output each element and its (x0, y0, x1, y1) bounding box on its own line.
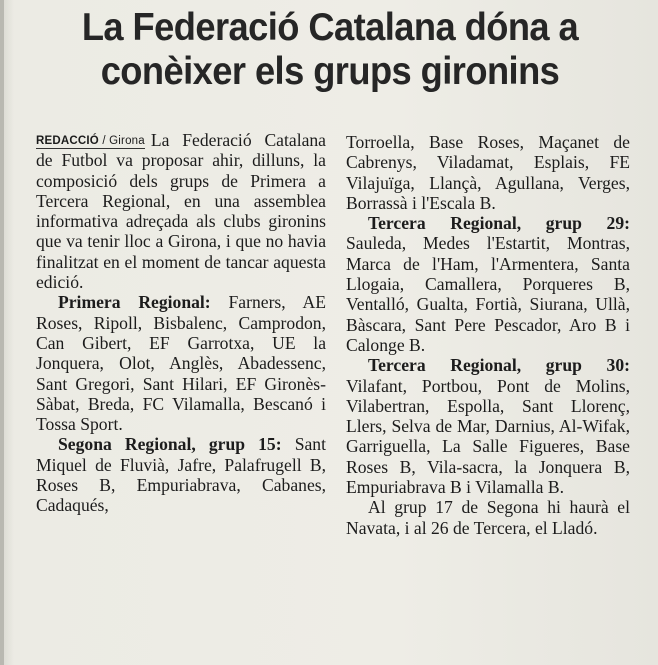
headline (51, 6, 609, 94)
group-teams: Vilafant, Portbou, Pont de Molins, Vilabertran, Espolla, Sant Llorenç, Llers, Selva de Mar, Darnius, Al-Wifak, Garriguella, La Salle Figueres, Base Roses B, Vila-sacra, la Jonquera B, Empuriabrava B i Vilamalla B. (346, 375, 630, 498)
group-teams: Farners, AE Roses, Ripoll, Bisbalenc, Camprodon, Can Gibert, EF Garrotxa, UE la Jonquera, Olot, Anglès, Abadessenc, Sant Gregori, Sant Hilari, EF Gironès-Sàbat, Breda, FC Vilamalla, Bescanó i Tossa Sport. (36, 292, 326, 435)
article-column-left (36, 130, 326, 516)
page-edge (0, 0, 4, 665)
group-title: Segona Regional, grup 15: (58, 434, 282, 455)
byline-separator: / (102, 135, 106, 147)
group-title: Primera Regional: (58, 292, 211, 313)
closing-paragraph: Al grup 17 de Segona hi haurà el Navata, i al 26 de Tercera, el Lladó. (346, 497, 630, 538)
byline-location: Girona (109, 135, 145, 147)
lead-paragraph (36, 130, 326, 292)
group-segona-15 (36, 434, 326, 515)
group-title: Tercera Regional, grup 29: (368, 213, 630, 234)
group-segona-15-continued (346, 132, 630, 213)
lead-text: La Federació Catalana de Futbol va proposar ahir, dilluns, la composició dels grups de Primera a Tercera Regional, en una assemblea informativa adreçada als clubs gironins que va tenir lloc a Girona, i que no havia finalitzat en el moment de tancar aquesta edició. (36, 130, 326, 293)
group-title: Tercera Regional, grup 30: (368, 355, 630, 376)
headline-line-2: conèixer els grups gironins (100, 50, 560, 93)
byline-author: REDACCIÓ (36, 135, 99, 147)
byline (36, 135, 145, 149)
headline-line-1: La Federació Catalana dóna a (81, 6, 579, 49)
group-tercera-29 (346, 213, 630, 355)
group-teams: Sauleda, Medes l'Estartit, Montras, Marca de l'Ham, l'Armentera, Santa Llogaia, Camallera, Porqueres B, Ventalló, Gualta, Fortià, Siurana, Ullà, Bàscara, Sant Pere Pescador, Aro B i Calonge B. (346, 233, 630, 355)
group-primera (36, 292, 326, 434)
article-column-right (346, 132, 630, 538)
group-teams: Sant Miquel de Fluvià, Jafre, Palafrugell B, Roses B, Empuriabrava, Cabanes, Cadaqués, (36, 434, 326, 516)
group-tercera-30 (346, 355, 630, 497)
group-teams: Torroella, Base Roses, Maçanet de Cabrenys, Viladamat, Esplais, FE Vilajuïga, Llançà, Agullana, Verges, Borrassà i l'Escala B. (346, 132, 630, 213)
